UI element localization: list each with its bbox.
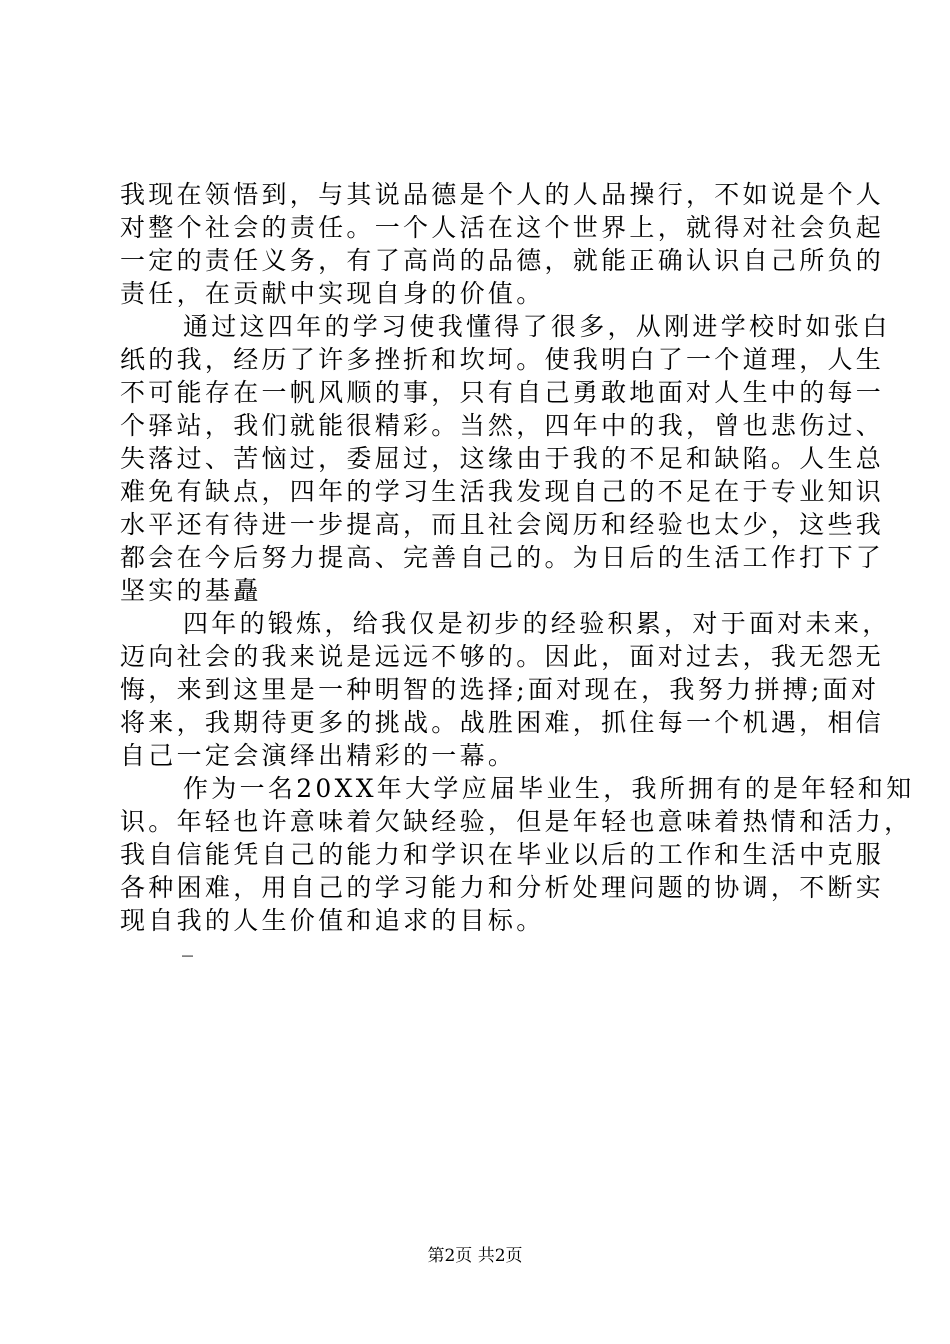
body-line: 悔，来到这里是一种明智的选择;面对现在，我努力拼搏;面对 — [120, 675, 880, 704]
body-line: 纸的我，经历了许多挫折和坎坷。使我明白了一个道理，人生 — [120, 345, 885, 374]
body-line: 我自信能凭自己的能力和学识在毕业以后的工作和生活中克服 — [120, 840, 885, 869]
body-line: 一定的责任义务，有了高尚的品德，就能正确认识自己所负的 — [120, 246, 885, 275]
body-line: 都会在今后努力提高、完善自己的。为日后的生活工作打下了 — [120, 543, 885, 572]
body-line: 不可能存在一帆风顺的事，只有自己勇敢地面对人生中的每一 — [120, 378, 885, 407]
text-cursor-mark: _ — [182, 932, 193, 957]
body-line: 个驿站，我们就能很精彩。当然，四年中的我，曾也悲伤过、 — [120, 411, 885, 440]
body-line: 迈向社会的我来说是远远不够的。因此，面对过去，我无怨无 — [120, 642, 885, 671]
body-line: 现自我的人生价值和追求的目标。 — [120, 906, 545, 935]
body-line: 各种困难，用自己的学习能力和分析处理问题的协调，不断实 — [120, 873, 885, 902]
body-line: 水平还有待进一步提高，而且社会阅历和经验也太少，这些我 — [120, 510, 885, 539]
body-line: 我现在领悟到，与其说品德是个人的人品操行，不如说是个人 — [120, 180, 885, 209]
paragraph-first-line: 作为一名20XX年大学应届毕业生，我所拥有的是年轻和知 — [183, 774, 915, 803]
paragraph-first-line: 四年的锻炼，给我仅是初步的经验积累，对于面对未来， — [183, 609, 891, 638]
body-line: 将来，我期待更多的挑战。战胜困难，抓住每一个机遇，相信 — [120, 708, 885, 737]
page-number-footer: 第2页 共2页 — [427, 1246, 523, 1266]
body-line: 自己一定会演绎出精彩的一幕。 — [120, 741, 517, 770]
body-line: 识。年轻也许意味着欠缺经验，但是年轻也意味着热情和活力， — [120, 807, 913, 836]
body-line: 对整个社会的责任。一个人活在这个世界上，就得对社会负起 — [120, 213, 885, 242]
body-line: 失落过、苦恼过，委屈过，这缘由于我的不足和缺陷。人生总 — [120, 444, 885, 473]
body-line: 责任，在贡献中实现自身的价值。 — [120, 279, 545, 308]
body-line: 坚实的基矗 — [120, 576, 262, 605]
body-line: 难免有缺点，四年的学习生活我发现自己的不足在于专业知识 — [120, 477, 885, 506]
paragraph-first-line: 通过这四年的学习使我懂得了很多，从刚进学校时如张白 — [183, 312, 891, 341]
